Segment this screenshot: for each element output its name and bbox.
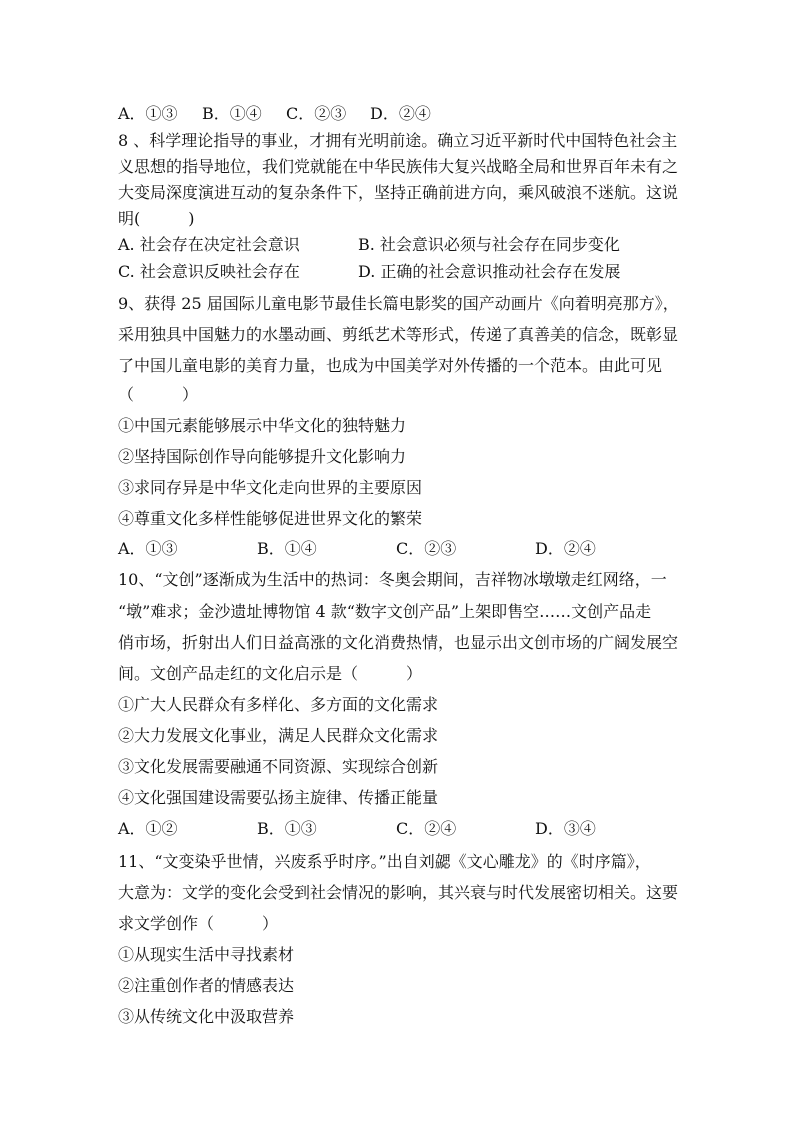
q11-item-2: ②注重创作者的情感表达: [118, 976, 295, 995]
q9-option-b: B．①④: [257, 539, 317, 558]
q10-options: [118, 819, 596, 839]
q9-item-3: ③求同存异是中华文化走向世界的主要原因: [118, 478, 423, 497]
q7-option-b: B．①④: [202, 104, 262, 123]
q7-option-a: A．①③: [118, 104, 178, 123]
q8-options-row-1: [118, 235, 620, 255]
q9-option-a: A．①③: [118, 539, 178, 558]
q8-option-a: A. 社会存在决定社会意识: [118, 235, 300, 254]
q7-option-d: D．②④: [370, 104, 431, 123]
q10-item-2: ②大力发展文化事业，满足人民群众文化需求: [118, 726, 439, 745]
q9-stem-line-4: （ ）: [118, 385, 199, 404]
q10-stem-line-4: 间。文创产品走红的文化启示是（ ）: [118, 664, 423, 683]
q11-stem-line-2: 大意为：文学的变化会受到社会情况的影响，其兴衰与时代发展密切相关。这要: [118, 883, 679, 902]
q8-option-b: B. 社会意识必须与社会存在同步变化: [358, 235, 620, 254]
q11-stem-line-3: 求文学创作（ ）: [118, 914, 279, 933]
q7-option-c: C．②③: [286, 104, 347, 123]
q8-options-row-2: [118, 262, 620, 282]
q10-item-1: ①广大人民群众有多样化、多方面的文化需求: [118, 695, 439, 714]
q8-option-c: C. 社会意识反映社会存在: [118, 262, 300, 281]
q10-option-c: C．②④: [396, 819, 457, 838]
q11-item-3: ③从传统文化中汲取营养: [118, 1007, 295, 1026]
q11-item-1: ①从现实生活中寻找素材: [118, 945, 295, 964]
q9-options: [118, 539, 596, 559]
q10-item-4: ④文化强国建设需要弘扬主旋律、传播正能量: [118, 788, 439, 807]
q10-option-d: D．③④: [535, 819, 596, 838]
q9-stem-line-1: 9、获得 25 届国际儿童电影节最佳长篇电影奖的国产动画片《向着明亮那方》，: [118, 294, 679, 313]
q9-item-4: ④尊重文化多样性能够促进世界文化的繁荣: [118, 509, 423, 528]
q8-stem-line-1: 8 、科学理论指导的事业，才拥有光明前途。确立习近平新时代中国特色社会主: [118, 131, 678, 150]
q9-stem-line-2: 采用独具中国魅力的水墨动画、剪纸艺术等形式，传递了真善美的信念，既彰显: [118, 325, 679, 344]
q10-stem-line-2: “墩”难求；金沙遗址博物馆 4 款“数字文创产品”上架即售空……文创产品走: [118, 602, 652, 621]
q10-item-3: ③文化发展需要融通不同资源、实现综合创新: [118, 757, 439, 776]
q9-option-c: C．②③: [396, 539, 457, 558]
q10-option-a: A．①②: [118, 819, 178, 838]
q10-stem-line-3: 俏市场，折射出人们日益高涨的文化消费热情，也显示出文创市场的广阔发展空: [118, 633, 679, 652]
q9-stem-line-3: 了中国儿童电影的美育力量，也成为中国美学对外传播的一个范本。由此可见: [118, 356, 663, 375]
q9-option-d: D．②④: [535, 539, 596, 558]
q8-stem-line-3: 大变局深度演进互动的复杂条件下，坚持正确前进方向，乘风破浪不迷航。这说: [118, 183, 679, 202]
q10-option-b: B．①③: [257, 819, 317, 838]
q8-stem-line-4: 明( ): [118, 209, 195, 228]
q9-item-2: ②坚持国际创作导向能够提升文化影响力: [118, 447, 407, 466]
q8-stem-line-2: 义思想的指导地位，我们党就能在中华民族伟大复兴战略全局和世界百年未有之: [118, 157, 679, 176]
q8-option-d: D. 正确的社会意识推动社会存在发展: [358, 262, 621, 281]
q11-stem-line-1: 11、“文变染乎世情，兴废系乎时序。”出自刘勰《文心雕龙》的《时序篇》，: [118, 852, 651, 871]
q10-stem-line-1: 10、“文创”逐渐成为生活中的热词：冬奥会期间，吉祥物冰墩墩走红网络，一: [118, 570, 667, 589]
q7-options: [118, 104, 431, 124]
q9-item-1: ①中国元素能够展示中华文化的独特魅力: [118, 416, 407, 435]
